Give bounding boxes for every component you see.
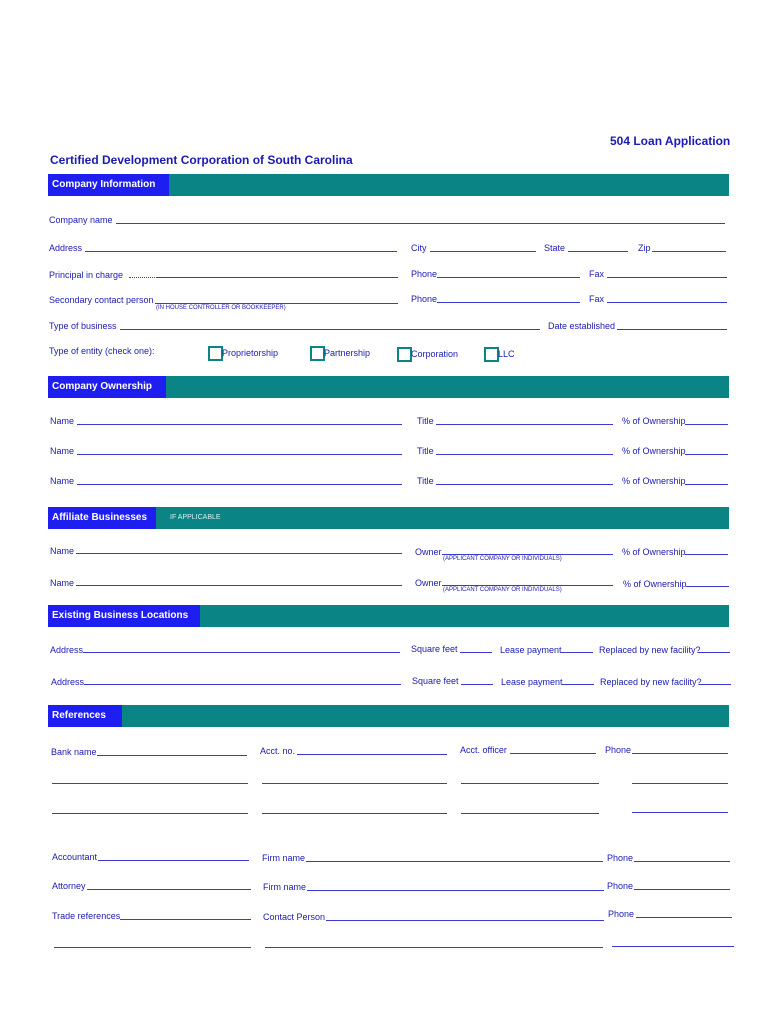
trade-phone-label: Phone: [608, 909, 635, 919]
section-title: References: [48, 705, 122, 727]
type-of-entity-label: Type of entity (check one):: [49, 346, 155, 356]
affiliate-owner-label: Owner: [415, 578, 442, 588]
acct-no-field-2[interactable]: [262, 783, 447, 784]
trade-phone-field-2[interactable]: [612, 946, 734, 947]
secondary-phone-field[interactable]: [437, 302, 580, 303]
city-label: City: [411, 243, 427, 253]
secondary-contact-label: Secondary contact person: [49, 295, 154, 305]
owner-title-field[interactable]: [436, 454, 613, 455]
trade-references-field[interactable]: [120, 919, 251, 920]
owner-name-label: Name: [50, 416, 75, 426]
owner-name-label: Name: [50, 476, 75, 486]
lease-payment-field[interactable]: [561, 652, 593, 653]
owner-title-field[interactable]: [436, 484, 613, 485]
affiliate-owner-note: (APPLICANT COMPANY OR INDIVIDUALS): [443, 556, 562, 562]
firm-name-label: Firm name: [262, 853, 306, 863]
address-label: Address: [49, 243, 83, 253]
affiliate-name-label: Name: [50, 546, 75, 556]
contact-person-label: Contact Person: [263, 912, 326, 922]
ownership-percent-field[interactable]: [685, 454, 728, 455]
phone-field[interactable]: [437, 277, 580, 278]
affiliate-ownership-label: % of Ownership: [622, 547, 686, 557]
accountant-phone-field[interactable]: [634, 861, 730, 862]
affiliate-owner-field[interactable]: [442, 585, 613, 586]
contact-person-field-2[interactable]: [265, 947, 603, 948]
affiliate-owner-note: (APPLICANT COMPANY OR INDIVIDUALS): [443, 587, 562, 593]
affiliate-name-field[interactable]: [76, 585, 402, 586]
acct-no-field[interactable]: [297, 754, 447, 755]
square-feet-label: Square feet: [411, 644, 458, 654]
replaced-field[interactable]: [699, 684, 731, 685]
ownership-percent-label: % of Ownership: [622, 416, 686, 426]
ownership-percent-field[interactable]: [685, 484, 728, 485]
bank-phone-field[interactable]: [632, 753, 728, 754]
acct-officer-field[interactable]: [510, 753, 596, 754]
llc-label: LLC: [498, 349, 515, 359]
section-header-company-ownership: [48, 376, 729, 398]
fax-field[interactable]: [607, 277, 727, 278]
trade-references-label: Trade references: [52, 911, 121, 921]
type-of-business-field[interactable]: [120, 329, 540, 330]
partnership-checkbox[interactable]: [310, 346, 325, 361]
secondary-fax-field[interactable]: [607, 302, 727, 303]
owner-title-label: Title: [417, 476, 434, 486]
zip-label: Zip: [638, 243, 651, 253]
llc-checkbox[interactable]: [484, 347, 499, 362]
fax-label: Fax: [589, 269, 605, 279]
owner-name-label: Name: [50, 446, 75, 456]
square-feet-field[interactable]: [460, 652, 492, 653]
acct-officer-field-3[interactable]: [461, 813, 599, 814]
address-field[interactable]: [85, 251, 397, 252]
bank-phone-label: Phone: [605, 745, 632, 755]
partnership-label: Partnership: [324, 348, 371, 358]
principal-label: Principal in charge: [49, 270, 124, 280]
section-title: Company Information: [48, 174, 169, 196]
affiliate-owner-label: Owner: [415, 547, 442, 557]
owner-title-field[interactable]: [436, 424, 613, 425]
accountant-field[interactable]: [98, 860, 249, 861]
replaced-label: Replaced by new facility?: [599, 645, 701, 655]
ownership-percent-label: % of Ownership: [622, 476, 686, 486]
principal-field[interactable]: [157, 277, 398, 278]
form-title: 504 Loan Application: [610, 134, 731, 148]
proprietorship-checkbox[interactable]: [208, 346, 223, 361]
accountant-phone-label: Phone: [607, 853, 634, 863]
secondary-contact-field[interactable]: [155, 303, 398, 304]
section-header-affiliate-businesses: [48, 507, 729, 529]
affiliate-owner-field[interactable]: [442, 554, 613, 555]
firm-name-label: Firm name: [263, 882, 307, 892]
city-field[interactable]: [430, 251, 536, 252]
section-header-company-information: [48, 174, 729, 196]
acct-officer-label: Acct. officer: [460, 745, 507, 755]
ownership-percent-label: % of Ownership: [622, 446, 686, 456]
ownership-percent-field[interactable]: [685, 424, 728, 425]
attorney-phone-field[interactable]: [634, 889, 730, 890]
owner-title-label: Title: [417, 416, 434, 426]
phone-label: Phone: [411, 294, 438, 304]
company-name-field[interactable]: [116, 223, 725, 224]
fax-label: Fax: [589, 294, 605, 304]
section-title: Company Ownership: [48, 376, 166, 398]
owner-name-field[interactable]: [77, 424, 402, 425]
owner-name-field[interactable]: [77, 454, 402, 455]
attorney-firm-field[interactable]: [307, 890, 604, 891]
accountant-label: Accountant: [52, 852, 98, 862]
proprietorship-label: Proprietorship: [222, 348, 279, 358]
section-header-existing-locations: [48, 605, 729, 627]
bank-name-label: Bank name: [51, 747, 97, 757]
affiliate-name-field[interactable]: [76, 553, 402, 554]
trade-phone-field[interactable]: [636, 917, 732, 918]
secondary-contact-note: (IN HOUSE CONTROLLER OR BOOKKEEPER): [156, 305, 286, 311]
location-address-label: Address: [50, 645, 84, 655]
bank-phone-field-2[interactable]: [632, 783, 728, 784]
square-feet-field[interactable]: [461, 684, 493, 685]
state-label: State: [544, 243, 566, 253]
owner-title-label: Title: [417, 446, 434, 456]
owner-name-field[interactable]: [77, 484, 402, 485]
location-address-field[interactable]: [83, 652, 400, 653]
bank-phone-field-3[interactable]: [632, 812, 728, 813]
section-title: Existing Business Locations: [48, 605, 200, 627]
contact-person-field[interactable]: [326, 920, 604, 921]
location-address-label: Address: [51, 677, 85, 687]
corporation-checkbox[interactable]: [397, 347, 412, 362]
replaced-field[interactable]: [698, 652, 730, 653]
state-field[interactable]: [568, 251, 628, 252]
affiliate-ownership-field[interactable]: [685, 554, 728, 555]
type-of-business-label: Type of business: [49, 321, 117, 331]
accountant-firm-field[interactable]: [306, 861, 603, 862]
attorney-phone-label: Phone: [607, 881, 634, 891]
location-address-field[interactable]: [84, 684, 401, 685]
affiliate-name-label: Name: [50, 578, 75, 588]
square-feet-label: Square feet: [412, 676, 459, 686]
acct-no-field-3[interactable]: [262, 813, 447, 814]
bank-name-field[interactable]: [97, 755, 247, 756]
replaced-label: Replaced by new facility?: [600, 677, 702, 687]
attorney-field[interactable]: [87, 889, 251, 890]
zip-field[interactable]: [652, 251, 726, 252]
affiliate-ownership-field[interactable]: [686, 586, 729, 587]
trade-references-field-2[interactable]: [54, 947, 251, 948]
lease-payment-label: Lease payment: [501, 677, 563, 687]
acct-no-label: Acct. no.: [260, 746, 296, 756]
date-established-label: Date established: [548, 321, 616, 331]
date-established-field[interactable]: [617, 329, 727, 330]
section-title: Affiliate Businesses: [48, 507, 156, 529]
organization-name: Certified Development Corporation of South Carolina: [50, 153, 353, 167]
bank-name-field-2[interactable]: [52, 783, 248, 784]
bank-name-field-3[interactable]: [52, 813, 248, 814]
phone-label: Phone: [411, 269, 438, 279]
affiliate-ownership-label: % of Ownership: [623, 579, 687, 589]
principal-dotted-leader: [129, 277, 157, 278]
lease-payment-label: Lease payment: [500, 645, 562, 655]
corporation-label: Corporation: [411, 349, 459, 359]
section-header-references: [48, 705, 729, 727]
attorney-label: Attorney: [52, 881, 86, 891]
if-applicable-note: IF APPLICABLE: [170, 514, 221, 521]
acct-officer-field-2[interactable]: [461, 783, 599, 784]
company-name-label: Company name: [49, 215, 113, 225]
lease-payment-field[interactable]: [562, 684, 594, 685]
